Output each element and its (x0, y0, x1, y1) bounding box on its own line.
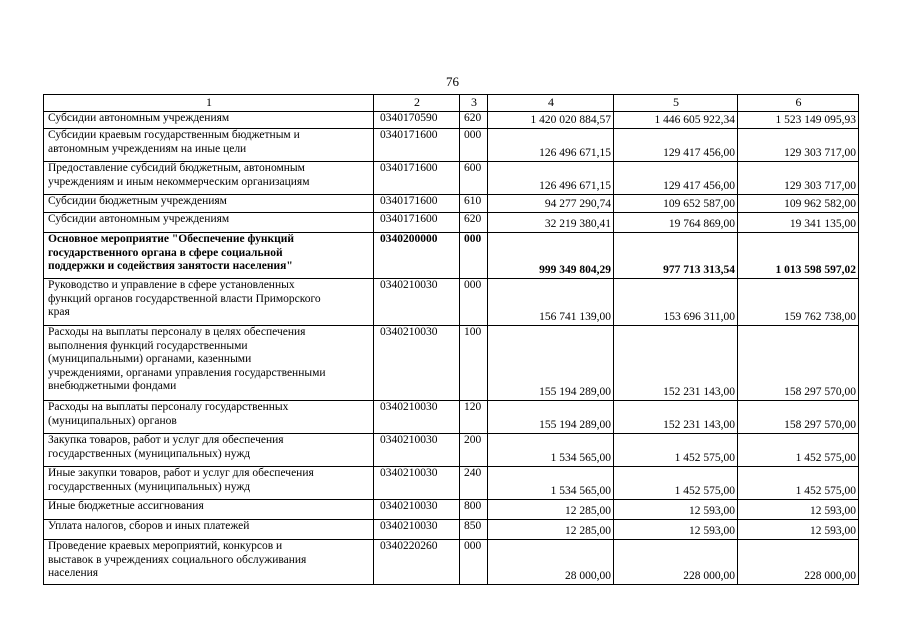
row-target-code: 0340210030 (374, 401, 460, 434)
row-expense-type: 200 (460, 434, 488, 467)
row-description (44, 401, 374, 434)
row-target-code: 0340210030 (374, 467, 460, 500)
row-target-code: 0340210030 (374, 500, 460, 520)
row-amount-col6: 1 452 575,00 (738, 434, 859, 467)
row-amount-col4: 156 741 139,00 (488, 279, 614, 326)
row-expense-type: 000 (460, 129, 488, 162)
row-amount-col5: 129 417 456,00 (614, 129, 738, 162)
row-amount-col6: 159 762 738,00 (738, 279, 859, 326)
row-target-code: 0340210030 (374, 326, 460, 401)
row-description-text: Расходы на выплаты персоналу государственных (муниципальных) органов (48, 401, 289, 427)
row-expense-type: 000 (460, 540, 488, 585)
row-expense-type: 000 (460, 233, 488, 279)
row-amount-col5: 109 652 587,00 (614, 195, 738, 213)
column-header-5: 5 (614, 95, 738, 112)
row-description (44, 540, 374, 585)
row-amount-col6: 12 593,00 (738, 520, 859, 540)
row-target-code: 0340171600 (374, 129, 460, 162)
row-expense-type: 620 (460, 213, 488, 233)
row-target-code: 0340220260 (374, 540, 460, 585)
row-amount-col6: 109 962 582,00 (738, 195, 859, 213)
table-row (44, 520, 859, 540)
row-amount-col4: 155 194 289,00 (488, 401, 614, 434)
row-amount-col4: 155 194 289,00 (488, 326, 614, 401)
row-description-text: Иные бюджетные ассигнования (48, 500, 204, 512)
row-amount-col6: 1 013 598 597,02 (738, 233, 859, 279)
row-amount-col4: 1 534 565,00 (488, 434, 614, 467)
column-header-6: 6 (738, 95, 859, 112)
row-target-code: 0340171600 (374, 195, 460, 213)
row-target-code: 0340210030 (374, 434, 460, 467)
column-header-1: 1 (44, 95, 374, 112)
row-description (44, 434, 374, 467)
row-amount-col6: 12 593,00 (738, 500, 859, 520)
row-description (44, 162, 374, 195)
row-description (44, 500, 374, 520)
row-expense-type: 850 (460, 520, 488, 540)
table-row (44, 279, 859, 326)
row-description (44, 233, 374, 279)
row-description-text: Иные закупки товаров, работ и услуг для обеспечения государственных (муниципальных) нужд (48, 467, 314, 493)
column-header-2: 2 (374, 95, 460, 112)
row-description-text: Закупка товаров, работ и услуг для обеспечения государственных (муниципальных) нужд (48, 434, 284, 460)
column-header-3: 3 (460, 95, 488, 112)
row-target-code: 0340210030 (374, 279, 460, 326)
row-amount-col6: 1 452 575,00 (738, 467, 859, 500)
row-amount-col5: 12 593,00 (614, 500, 738, 520)
row-amount-col5: 153 696 311,00 (614, 279, 738, 326)
table-row (44, 401, 859, 434)
table-row (44, 434, 859, 467)
row-expense-type: 600 (460, 162, 488, 195)
row-amount-col4: 999 349 804,29 (488, 233, 614, 279)
row-amount-col5: 152 231 143,00 (614, 326, 738, 401)
table-row (44, 467, 859, 500)
row-expense-type: 000 (460, 279, 488, 326)
budget-table (43, 94, 859, 585)
row-expense-type: 120 (460, 401, 488, 434)
budget-table-body (44, 95, 859, 585)
row-target-code: 0340171600 (374, 213, 460, 233)
table-row (44, 129, 859, 162)
row-amount-col5: 228 000,00 (614, 540, 738, 585)
table-row (44, 195, 859, 213)
row-target-code: 0340170590 (374, 112, 460, 129)
row-description (44, 326, 374, 401)
row-amount-col4: 1 534 565,00 (488, 467, 614, 500)
row-description (44, 112, 374, 129)
page-number: 76 (446, 74, 459, 89)
row-target-code: 0340200000 (374, 233, 460, 279)
row-amount-col6: 129 303 717,00 (738, 129, 859, 162)
row-amount-col6: 158 297 570,00 (738, 401, 859, 434)
row-target-code: 0340171600 (374, 162, 460, 195)
row-description-text: Субсидии бюджетным учреждениям (48, 195, 227, 207)
table-row (44, 112, 859, 129)
row-expense-type: 620 (460, 112, 488, 129)
row-description (44, 195, 374, 213)
table-row (44, 540, 859, 585)
row-amount-col4: 126 496 671,15 (488, 162, 614, 195)
row-description-text: Расходы на выплаты персоналу в целях обеспечения выполнения функций государственными (муниципальными) органами, казенными учреждениями, органами управления государственными внебюджетными фондами (48, 326, 326, 393)
row-description (44, 279, 374, 326)
row-description-text: Предоставление субсидий бюджетным, автономным учреждениям и иным некоммерческим организациям (48, 162, 310, 188)
row-amount-col6: 129 303 717,00 (738, 162, 859, 195)
table-row (44, 162, 859, 195)
row-amount-col5: 152 231 143,00 (614, 401, 738, 434)
row-expense-type: 240 (460, 467, 488, 500)
row-description (44, 129, 374, 162)
row-amount-col5: 1 446 605 922,34 (614, 112, 738, 129)
column-header-4: 4 (488, 95, 614, 112)
row-description-text: Проведение краевых мероприятий, конкурсов и выставок в учреждениях социального обслуживания населения (48, 540, 307, 580)
row-amount-col4: 32 219 380,41 (488, 213, 614, 233)
column-number-row (44, 95, 859, 112)
row-target-code: 0340210030 (374, 520, 460, 540)
row-amount-col6: 158 297 570,00 (738, 326, 859, 401)
row-description (44, 213, 374, 233)
row-description-text: Субсидии автономным учреждениям (48, 112, 230, 124)
row-expense-type: 800 (460, 500, 488, 520)
row-description (44, 467, 374, 500)
row-amount-col5: 129 417 456,00 (614, 162, 738, 195)
row-amount-col4: 1 420 020 884,57 (488, 112, 614, 129)
row-amount-col5: 1 452 575,00 (614, 467, 738, 500)
row-amount-col5: 19 764 869,00 (614, 213, 738, 233)
table-row (44, 326, 859, 401)
table-row (44, 500, 859, 520)
row-description-text: Уплата налогов, сборов и иных платежей (48, 520, 250, 532)
row-description-text: Субсидии автономным учреждениям (48, 213, 230, 225)
row-expense-type: 610 (460, 195, 488, 213)
row-amount-col4: 94 277 290,74 (488, 195, 614, 213)
row-description-text: Основное мероприятие "Обеспечение функций государственного органа в сфере социальной поддержки и содействия занятости населения" (48, 233, 295, 273)
row-amount-col6: 228 000,00 (738, 540, 859, 585)
row-description-text: Субсидии краевым государственным бюджетным и автономным учреждениям на иные цели (48, 129, 300, 155)
table-row (44, 213, 859, 233)
row-amount-col4: 12 285,00 (488, 500, 614, 520)
table-row (44, 233, 859, 279)
row-amount-col5: 12 593,00 (614, 520, 738, 540)
row-amount-col4: 126 496 671,15 (488, 129, 614, 162)
row-description (44, 520, 374, 540)
row-amount-col6: 19 341 135,00 (738, 213, 859, 233)
row-description-text: Руководство и управление в сфере установленных функций органов государственной власти Приморского края (48, 279, 321, 319)
row-amount-col4: 12 285,00 (488, 520, 614, 540)
row-amount-col4: 28 000,00 (488, 540, 614, 585)
row-amount-col5: 1 452 575,00 (614, 434, 738, 467)
row-amount-col6: 1 523 149 095,93 (738, 112, 859, 129)
row-amount-col5: 977 713 313,54 (614, 233, 738, 279)
row-expense-type: 100 (460, 326, 488, 401)
